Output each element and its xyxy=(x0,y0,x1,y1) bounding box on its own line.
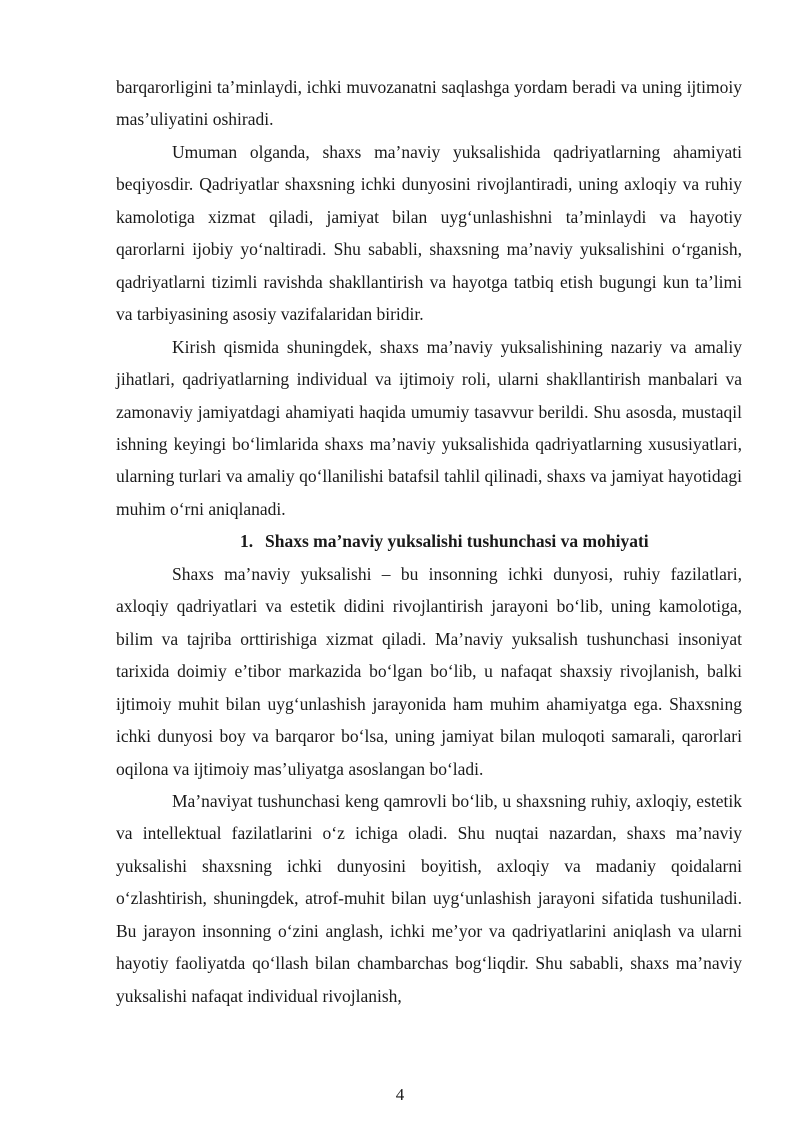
paragraph-values-importance: Umuman olganda, shaxs ma’naviy yuksalishida qadriyatlarning ahamiyati beqiyosdir. Qadriyatlar shaxsning ichki dunyosini rivojlantiradi, uning axloqiy va ruhiy kamolotiga xizmat qiladi, jamiyat bilan uyg‘unlashishni ta’minlaydi va hayotiy qarorlarni ijobiy yo‘naltiradi. Shu sababli, shaxsning ma’naviy yuksalishini o‘rganish, qadriyatlarni tizimli ravishda shakllantirish va hayotga tatbiq etish bugungi kun ta’limi va tarbiyasining asosiy vazifalaridan biridir. xyxy=(116,141,742,325)
section-title: Shaxs ma’naviy yuksalishi tushunchasi va mohiyati xyxy=(265,531,649,552)
paragraph-introduction-summary: Kirish qismida shuningdek, shaxs ma’naviy yuksalishining nazariy va amaliy jihatlari, qadriyatlarning individual va ijtimoiy roli, ularni shakllantirish manbalari va zamonaviy jamiyatdagi ahamiyati haqida umumiy tasavvur berildi. Shu asosda, mustaqil ishning keyingi bo‘limlarida shaxs ma’naviy yuksalishida qadriyatlarning xususiyatlari, ularning turlari va amaliy qo‘llanilishi batafsil tahlil qilinadi, shaxs va jamiyat hayotidagi muhim o‘rni aniqlanadi. xyxy=(116,336,742,519)
section-heading xyxy=(116,525,742,557)
section-number: 1. xyxy=(240,531,254,552)
paragraph-continuation: barqarorligini ta’minlaydi, ichki muvozanatni saqlashga yordam beradi va uning ijtimoiy mas’uliyatini oshiradi. xyxy=(116,77,742,130)
paragraph-definition: Shaxs ma’naviy yuksalishi – bu insonning ichki dunyosi, ruhiy fazilatlari, axloqiy qadriyatlari va estetik didini rivojlantirish jarayoni bo‘lib, uning kamolotiga, bilim va tajriba orttirishiga xizmat qiladi. Ma’naviy yuksalish tushunchasi insoniyat tarixida doimiy e’tibor markazida bo‘lgan bo‘lib, u nafaqat shaxsiy rivojlanish, balki ijtimoiy muhit bilan uyg‘unlashish jarayonida ham muhim ahamiyatga ega. Shaxsning ichki dunyosi boy va barqaror bo‘lsa, uning jamiyat bilan muloqoti samarali, qarorlari oqilona va ijtimoiy mas’uliyatga asoslangan bo‘ladi. xyxy=(116,563,742,779)
paragraph-spirituality-concept: Ma’naviyat tushunchasi keng qamrovli bo‘lib, u shaxsning ruhiy, axloqiy, estetik va intellektual fazilatlarini o‘z ichiga oladi. Shu nuqtai nazardan, shaxs ma’naviy yuksalishi shaxsning ichki dunyosini boyitish, axloqiy va madaniy qoidalarni o‘zlashtirish, shuningdek, atrof-muhit bilan uyg‘unlashish jarayoni sifatida tushuniladi. Bu jarayon insonning o‘zini anglash, ichki me’yor va qadriyatlarini aniqlash va ularni hayotiy faoliyatda qo‘llash bilan chambarchas bog‘liqdir. Shu sababli, shaxs ma’naviy yuksalishi nafaqat individual rivojlanish, xyxy=(116,790,742,1006)
page-number: 4 xyxy=(395,1085,405,1104)
page-body xyxy=(116,71,742,1012)
